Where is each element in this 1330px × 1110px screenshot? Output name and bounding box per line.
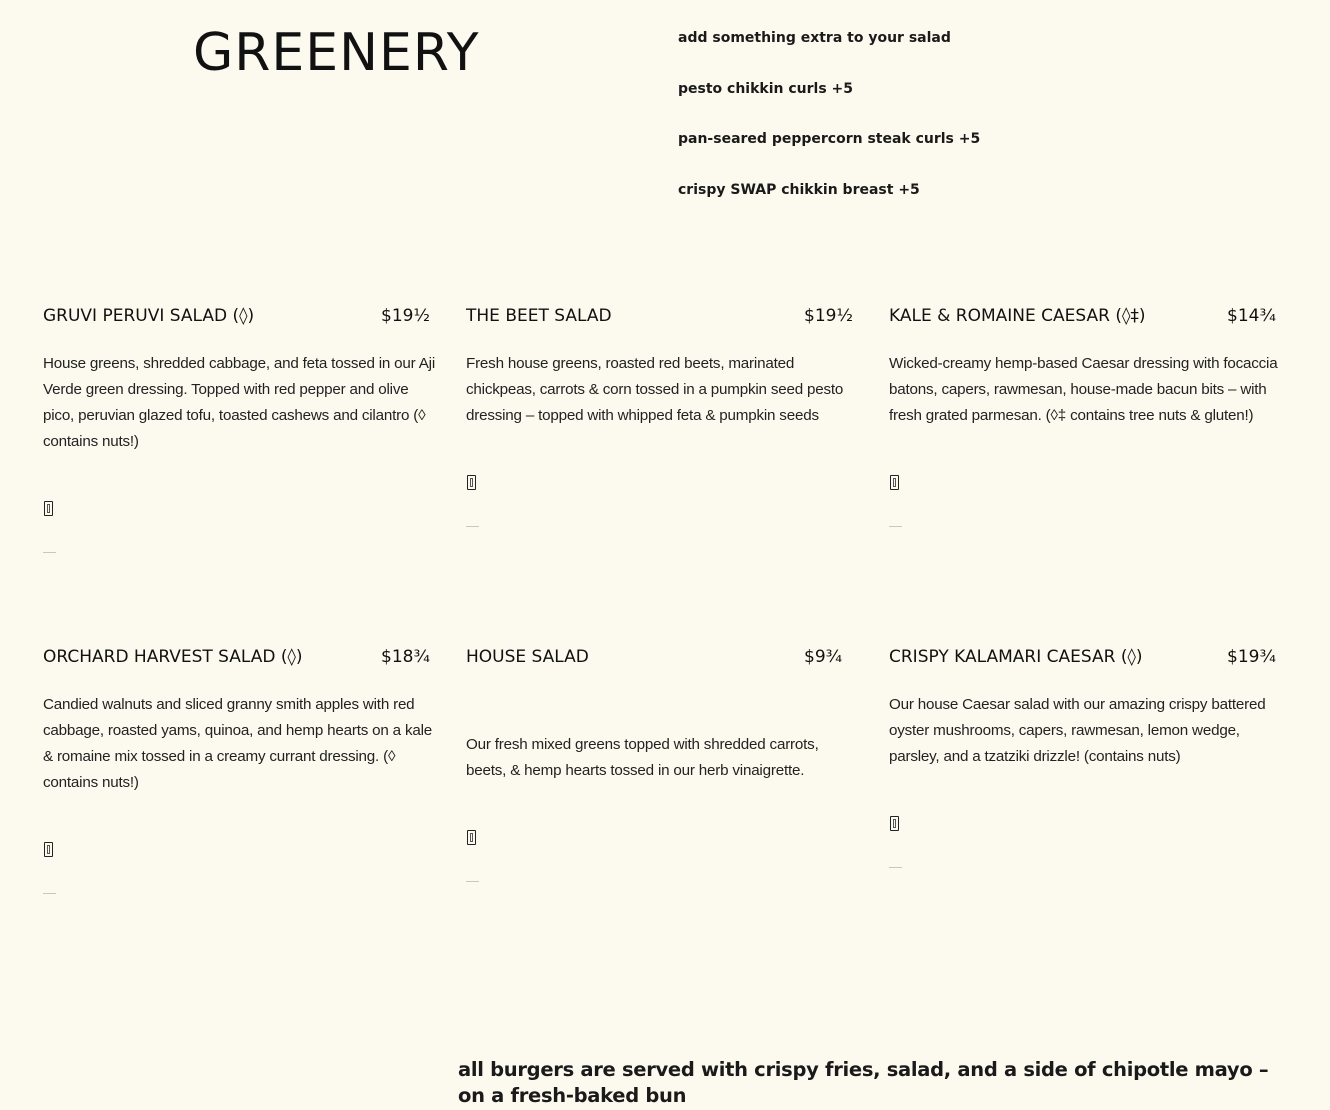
extras-list	[678, 28, 1278, 230]
menu-item-header	[466, 644, 862, 670]
item-divider	[466, 526, 479, 527]
menu-item-price: $9¾	[804, 647, 843, 667]
missing-glyph-icon	[44, 501, 53, 516]
item-divider	[43, 552, 56, 553]
menu-item	[889, 303, 1285, 424]
missing-glyph-icon	[890, 816, 899, 831]
menu-item-description: Our house Caesar salad with our amazing crispy battered oyster mushrooms, capers, rawmesan, lemon wedge, parsley, and a tzatziki drizzle! (contains nuts)	[889, 696, 1266, 765]
menu-item	[43, 303, 439, 450]
menu-item-name: KALE & ROMAINE CAESAR (◊‡)	[889, 306, 1146, 326]
menu-item-name: ORCHARD HARVEST SALAD (◊)	[43, 647, 303, 667]
menu-item-price: $19½	[381, 306, 430, 326]
menu-item-name: GRUVI PERUVI SALAD (◊)	[43, 306, 255, 326]
menu-item	[466, 303, 862, 424]
menu-item-header	[43, 644, 439, 670]
menu-item-description: Wicked-creamy hemp-based Caesar dressing with focaccia batons, capers, rawmesan, house-made bacun bits – with fresh grated parmesan. (◊‡ contains tree nuts & gluten!)	[889, 355, 1278, 424]
menu-item-description: Our fresh mixed greens topped with shredded carrots, beets, & hemp hearts tossed in our herb vinaigrette.	[466, 736, 819, 779]
menu-item	[889, 644, 1285, 765]
menu-item-header	[466, 303, 862, 329]
extras-option: pesto chikkin curls +5	[678, 80, 854, 97]
menu-item	[43, 644, 439, 791]
menu-item-header	[889, 303, 1285, 329]
burger-section-note: all burgers are served with crispy fries, salad, and a side of chipotle mayo – on a fresh-baked bun	[458, 1058, 1269, 1107]
menu-item-price: $19½	[804, 306, 853, 326]
menu-item-header	[43, 303, 439, 329]
menu-item-name: CRISPY KALAMARI CAESAR (◊)	[889, 647, 1143, 667]
missing-glyph-icon	[890, 475, 899, 490]
menu-item	[466, 644, 862, 779]
extras-option: pan-seared peppercorn steak curls +5	[678, 131, 981, 147]
menu-item-description: Fresh house greens, roasted red beets, marinated chickpeas, carrots & corn tossed in a pumpkin seed pesto dressing – topped with whipped feta & pumpkin seeds	[466, 355, 844, 424]
section-title: GREENERY	[193, 23, 480, 83]
missing-glyph-icon	[467, 830, 476, 845]
menu-item-price: $19¾	[1227, 647, 1276, 667]
extras-heading: add something extra to your salad	[678, 30, 951, 46]
missing-glyph-icon	[467, 475, 476, 490]
menu-item-description: House greens, shredded cabbage, and feta tossed in our Aji Verde green dressing. Topped with red pepper and olive pico, peruvian glazed tofu, toasted cashews and cilantro (◊ contains nuts!)	[43, 355, 435, 450]
menu-item-name: THE BEET SALAD	[466, 306, 612, 326]
item-divider	[43, 893, 56, 894]
item-divider	[889, 526, 902, 527]
extras-option: crispy SWAP chikkin breast +5	[678, 181, 920, 198]
menu-item-name: HOUSE SALAD	[466, 647, 589, 667]
menu-item-price: $14¾	[1227, 306, 1276, 326]
menu-item-header	[889, 644, 1285, 670]
item-divider	[466, 881, 479, 882]
item-divider	[889, 867, 902, 868]
menu-item-description: Candied walnuts and sliced granny smith apples with red cabbage, roasted yams, quinoa, and hemp hearts on a kale & romaine mix tossed in a creamy currant dressing. (◊ contains nuts!)	[43, 696, 432, 791]
menu-item-price: $18¾	[381, 647, 430, 667]
missing-glyph-icon	[44, 842, 53, 857]
